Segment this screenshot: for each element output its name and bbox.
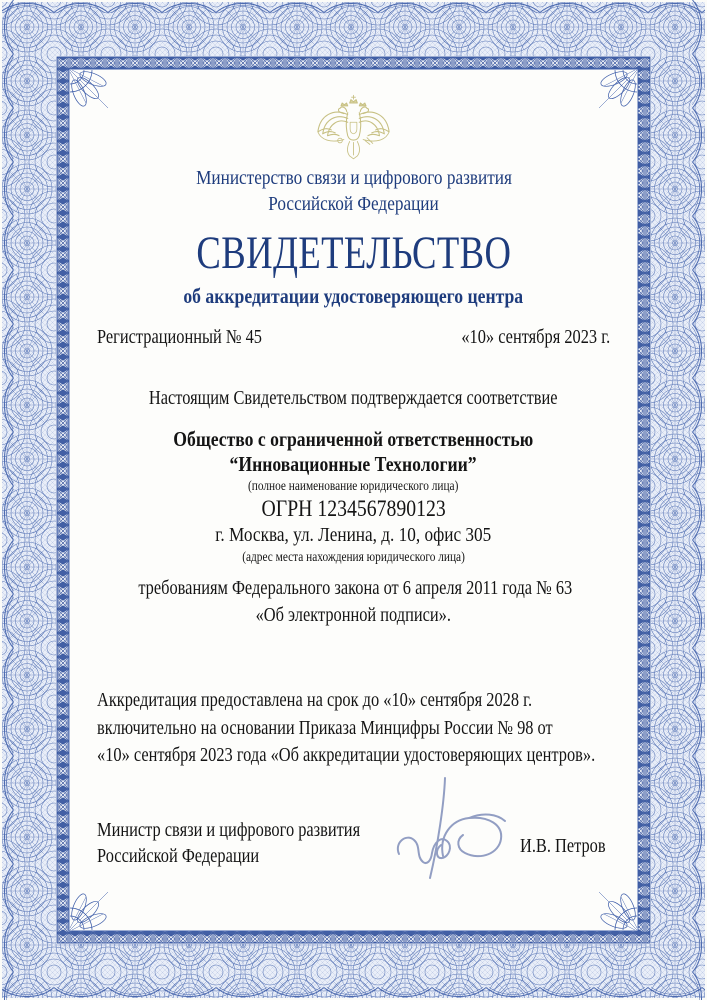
signer-title-line-2: Российской Федерации xyxy=(97,846,260,867)
organization-block xyxy=(97,427,610,564)
organization-name-line-2 xyxy=(97,452,610,476)
confirmation-text-line: Настоящим Свидетельством подтверждается соответствие xyxy=(149,388,558,409)
registration-row xyxy=(97,327,610,349)
law-reference xyxy=(97,576,610,629)
accreditation-term xyxy=(97,687,610,770)
law-reference-line-1: требованиям Федерального закона от 6 апреля 2011 года № 63 xyxy=(138,578,573,599)
law-reference-line-2: «Об электронной подписи». xyxy=(255,604,452,626)
organization-name-line-1 xyxy=(97,427,610,452)
coat-of-arms-icon xyxy=(315,92,392,166)
registration-number: Регистрационный № 45 xyxy=(97,327,262,348)
organization-address-caption-text: (адрес места нахождения юридического лица) xyxy=(242,549,465,564)
document-subtitle xyxy=(97,284,610,308)
organization-name-caption xyxy=(97,479,610,493)
signature-icon xyxy=(393,770,518,888)
signer-name-text: И.В. Петров xyxy=(520,836,606,857)
ogrn-number-text: ОГРН 1234567890123 xyxy=(261,496,446,522)
organization-name-text-2: “Инновационные Технологии” xyxy=(229,452,478,476)
organization-name-caption-text: (полное наименование юридического лица) xyxy=(248,478,459,493)
ogrn-number xyxy=(97,496,610,522)
accreditation-line-1: Аккредитация предоставлена на срок до «10» сентября 2028 г. xyxy=(97,690,533,711)
confirmation-text xyxy=(97,388,610,410)
ministry-line-1: Министерство связи и цифрового развития xyxy=(195,167,512,189)
accreditation-line-2: включительно на основании Приказа Минцифры России № 98 от xyxy=(97,717,553,739)
organization-address-text: г. Москва, ул. Ленина, д. 10, офис 305 xyxy=(215,524,492,546)
ministry-name xyxy=(97,165,610,217)
ministry-line-2: Российской Федерации xyxy=(268,193,439,215)
signer-name xyxy=(520,836,622,858)
document-title-text: СВИДЕТЕЛЬСТВО xyxy=(196,227,511,279)
issue-date: «10» сентября 2023 г. xyxy=(461,327,610,348)
accreditation-line-3: «10» сентября 2023 года «Об аккредитации удостоверяющих центров». xyxy=(97,745,596,766)
organization-name-text-1: Общество с ограниченной ответственностью xyxy=(173,427,534,451)
organization-address xyxy=(97,523,610,547)
signer-title-line-1: Министр связи и цифрового развития xyxy=(97,820,361,841)
document-subtitle-text: об аккредитации удостоверяющего центра xyxy=(183,284,524,308)
document-title xyxy=(97,227,610,279)
organization-address-caption xyxy=(97,550,610,564)
